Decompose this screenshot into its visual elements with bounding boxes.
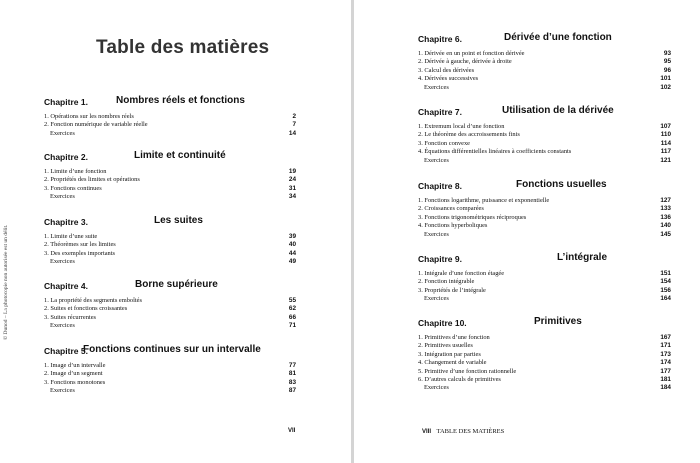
chapter-heading [44,346,296,360]
section-number: 4. [418,222,423,230]
page-number: 95 [663,58,671,66]
toc-entry-exercices [418,84,671,92]
copyright-notice: © Dunod – La photocopie non autorisée est un délit. [3,224,9,340]
page-number: 102 [660,83,671,91]
chapter-title: Fonctions usuelles [516,179,607,190]
section-title: Fonctions monotones [50,378,106,386]
page-number: 49 [288,258,296,266]
toc-entry [418,342,671,350]
page-number: 173 [660,350,671,358]
section-title: Exercices [50,258,75,266]
section-number: 1. [44,168,49,175]
toc-entry-exercices [44,322,296,330]
section-title: Exercices [424,230,449,238]
section-number: 2. [418,205,423,213]
section-number: 2. [44,305,49,313]
page-number: 14 [288,129,296,137]
page-number: 93 [663,50,671,57]
chapter-section-list [418,334,671,393]
page-number: 101 [660,75,671,83]
section-title: Image d’un intervalle [50,362,106,369]
chapter-heading [418,181,671,195]
toc-entry [44,168,296,176]
chapter-8 [418,181,671,239]
page-number-viii: VIII [422,429,432,435]
section-number: 2. [418,342,423,350]
page-number: 174 [660,359,671,367]
section-number: 1. [44,113,49,120]
chapter-section-list [418,197,671,239]
section-number: 3. [418,213,423,221]
toc-entry [418,197,671,205]
toc-entry [44,121,296,129]
section-title: Propriétés des limites et opérations [50,176,140,184]
chapter-label: Chapitre 2. [44,152,88,162]
section-number: 3. [44,184,49,192]
toc-entry [418,278,671,286]
chapter-title: Limite et continuité [134,150,226,161]
section-title: Fonctions hyperboliques [424,222,488,230]
chapter-label: Chapitre 3. [44,217,88,227]
page-number: 121 [660,156,671,164]
chapter-4 [44,281,296,331]
chapter-heading [418,254,671,268]
page-number: 154 [660,278,671,286]
section-title: Le théorème des accroissements finis [424,131,520,139]
section-title: Primitives d’une fonction [424,334,490,341]
page-number: 87 [288,387,296,395]
section-number: 1. [44,233,49,240]
chapter-heading [418,318,671,332]
page-number: 83 [288,378,296,386]
page-number-vii: VII [288,428,296,434]
chapter-6 [418,34,671,92]
section-title: Croissances comparées [424,205,484,213]
page-number: 181 [660,375,671,383]
section-number: 2. [44,370,49,378]
chapter-section-list [44,113,296,138]
chapter-10 [418,318,671,393]
toc-entry [418,131,671,139]
section-title: Exercices [424,295,449,303]
section-number: 4. [418,148,423,156]
page-number: 81 [288,370,296,378]
chapter-heading [44,152,296,166]
section-title: Exercices [424,83,449,91]
toc-entry-exercices [418,157,671,165]
toc-entry [418,334,671,342]
chapter-3 [44,217,296,267]
toc-entry [44,250,296,258]
page-number: 71 [288,322,296,330]
section-title: Fonction convexe [424,139,471,147]
section-number: 3. [44,313,49,321]
toc-entry [418,67,671,75]
page-number: 96 [663,66,671,74]
section-number: 3. [418,286,423,294]
page-number: 133 [660,205,671,213]
page-number: 114 [660,139,671,147]
toc-entry-exercices [418,231,671,239]
section-title: Fonction numérique de variable réelle [50,121,148,129]
section-number: 3. [418,66,423,74]
section-number: 3. [44,249,49,257]
page-number: 145 [660,230,671,238]
toc-entry [44,176,296,184]
toc-entry [418,359,671,367]
section-number: 1. [44,297,49,304]
toc-entry [418,205,671,213]
section-title: Image d’un segment [50,370,103,378]
chapter-section-list [418,270,671,304]
section-number: 1. [44,362,49,369]
chapter-title: Fonctions continues sur un intervalle [83,344,261,355]
section-title: Exercices [424,156,449,164]
chapter-label: Chapitre 1. [44,97,88,107]
section-number: 2. [418,58,423,66]
section-title: Exercices [50,193,75,201]
section-number: 2. [418,131,423,139]
page-number: 184 [660,384,671,392]
chapter-7 [418,107,671,165]
toc-entry [44,362,296,370]
page-number: 177 [660,367,671,375]
page-number: 39 [288,233,296,240]
toc-entry [418,123,671,131]
section-title: Calcul des dérivées [424,66,475,74]
chapter-title: Les suites [154,215,203,226]
toc-entry [418,58,671,66]
section-number: 2. [44,176,49,184]
toc-entry-exercices [44,387,296,395]
toc-entry [418,351,671,359]
chapter-label: Chapitre 4. [44,281,88,291]
chapter-title: L’intégrale [557,252,608,263]
section-title: Fonctions logarithme, puissance et exponentielle [424,197,550,204]
section-title: Exercices [424,384,449,392]
chapter-9 [418,254,671,304]
page-number: 34 [288,193,296,201]
chapter-label: Chapitre 8. [418,181,462,191]
toc-entry [418,148,671,156]
toc-entry [418,222,671,230]
section-number: 4. [418,359,423,367]
chapter-section-list [44,233,296,267]
section-number: 2. [44,121,49,129]
chapter-section-list [44,362,296,396]
section-title: Des exemples importants [50,249,116,257]
section-title: Limite d’une fonction [50,168,107,175]
toc-entry-exercices [44,193,296,201]
chapter-section-list [418,50,671,92]
page-number: 107 [660,123,671,130]
toc-entry-exercices [44,130,296,138]
toc-entry [44,297,296,305]
section-number: 1. [418,50,423,57]
section-title: Limite d’une suite [50,233,98,240]
toc-entry [418,376,671,384]
page-number: 7 [292,121,296,129]
chapter-label: Chapitre 10. [418,318,467,328]
section-title: D’autres calculs de primitives [424,375,501,383]
chapter-2 [44,152,296,202]
toc-entry [44,314,296,322]
toc-entry [44,370,296,378]
toc-entry [44,113,296,121]
chapter-title: Borne supérieure [135,279,218,290]
page-number: 44 [288,249,296,257]
chapter-heading [44,217,296,231]
section-title: Exercices [50,322,75,330]
toc-entry [44,379,296,387]
toc-entry [418,75,671,83]
toc-entry [44,305,296,313]
section-number: 3. [44,378,49,386]
chapter-heading [44,97,296,111]
section-number: 6. [418,375,423,383]
section-number: 1. [418,123,423,130]
chapter-label: Chapitre 7. [418,107,462,117]
page-number: 2 [292,113,296,120]
page-number: 167 [660,334,671,341]
section-number: 1. [418,197,423,204]
section-title: Dérivées successives [424,75,479,83]
section-title: Intégrale d’une fonction étagée [424,270,505,277]
section-title: Fonctions trigonométriques réciproques [424,213,527,221]
chapter-1 [44,97,296,138]
chapter-title: Primitives [534,316,582,327]
section-number: 5. [418,367,423,375]
section-number: 4. [418,75,423,83]
section-number: 3. [418,350,423,358]
chapter-heading [44,281,296,295]
page-number: 151 [660,270,671,277]
page-number: 171 [660,342,671,350]
toc-entry-exercices [418,295,671,303]
chapter-section-list [44,297,296,331]
page-number: 127 [660,197,671,204]
section-title: Exercices [50,129,75,137]
page-number: 62 [288,305,296,313]
page-number: 136 [660,213,671,221]
section-title: Exercices [50,387,75,395]
toc-entry [418,140,671,148]
chapter-heading [418,34,671,48]
page-number: 31 [288,184,296,192]
toc-entry [44,185,296,193]
section-title: Dérivée en un point et fonction dérivée [424,50,525,57]
page-number: 164 [660,295,671,303]
page-number: 40 [288,241,296,249]
page-number: 117 [660,148,671,156]
section-number: 3. [418,139,423,147]
page-number: 110 [660,131,671,139]
section-title: Intégration par parties [424,350,481,358]
section-title: Primitive d’une fonction rationnelle [424,367,517,375]
page-number: 19 [288,168,296,175]
chapter-label: Chapitre 5. [44,346,88,356]
section-number: 1. [418,270,423,277]
chapter-title: Utilisation de la dérivée [502,105,614,116]
section-title: Équations différentielles linéaires à coefficients constants [424,148,572,156]
section-title: Théorèmes sur les limites [50,241,116,249]
section-number: 2. [44,241,49,249]
chapter-label: Chapitre 6. [418,34,462,44]
running-footer [422,428,504,435]
page-number: 77 [288,362,296,369]
chapter-section-list [44,168,296,202]
page-number: 66 [288,313,296,321]
page-number: 55 [288,297,296,304]
toc-entry-exercices [418,384,671,392]
page-number: 24 [288,176,296,184]
section-number: 2. [418,278,423,286]
page-number: 140 [660,222,671,230]
toc-entry [44,233,296,241]
toc-entry [418,287,671,295]
section-title: Changement de variable [424,359,487,367]
section-title: Suites récurrentes [50,313,97,321]
section-number: 1. [418,334,423,341]
section-title: Extremum local d’une fonction [424,123,505,130]
chapter-title: Dérivée d’une fonction [504,32,612,43]
chapter-heading [418,107,671,121]
section-title: Fonction intégrable [424,278,475,286]
toc-entry [418,368,671,376]
section-title: Dérivée à gauche, dérivée à droite [424,58,512,66]
toc-entry [418,270,671,278]
section-title: Opérations sur les nombres réels [50,113,134,120]
section-title: Fonctions continues [50,184,102,192]
chapter-5 [44,346,296,396]
section-title: Propriétés de l’intégrale [424,286,486,294]
running-head-text: TABLE DES MATIÈRES [436,428,505,435]
toc-entry [44,241,296,249]
section-title: Primitives usuelles [424,342,473,350]
toc-entry [418,50,671,58]
chapter-section-list [418,123,671,165]
section-title: La propriété des segments emboîtés [50,297,142,304]
toc-title: Table des matières [96,37,270,58]
chapter-title: Nombres réels et fonctions [116,95,245,106]
section-title: Suites et fonctions croissantes [50,305,128,313]
page-number: 156 [660,286,671,294]
chapter-label: Chapitre 9. [418,254,462,264]
toc-entry-exercices [44,258,296,266]
right-page [354,0,700,463]
toc-entry [418,214,671,222]
